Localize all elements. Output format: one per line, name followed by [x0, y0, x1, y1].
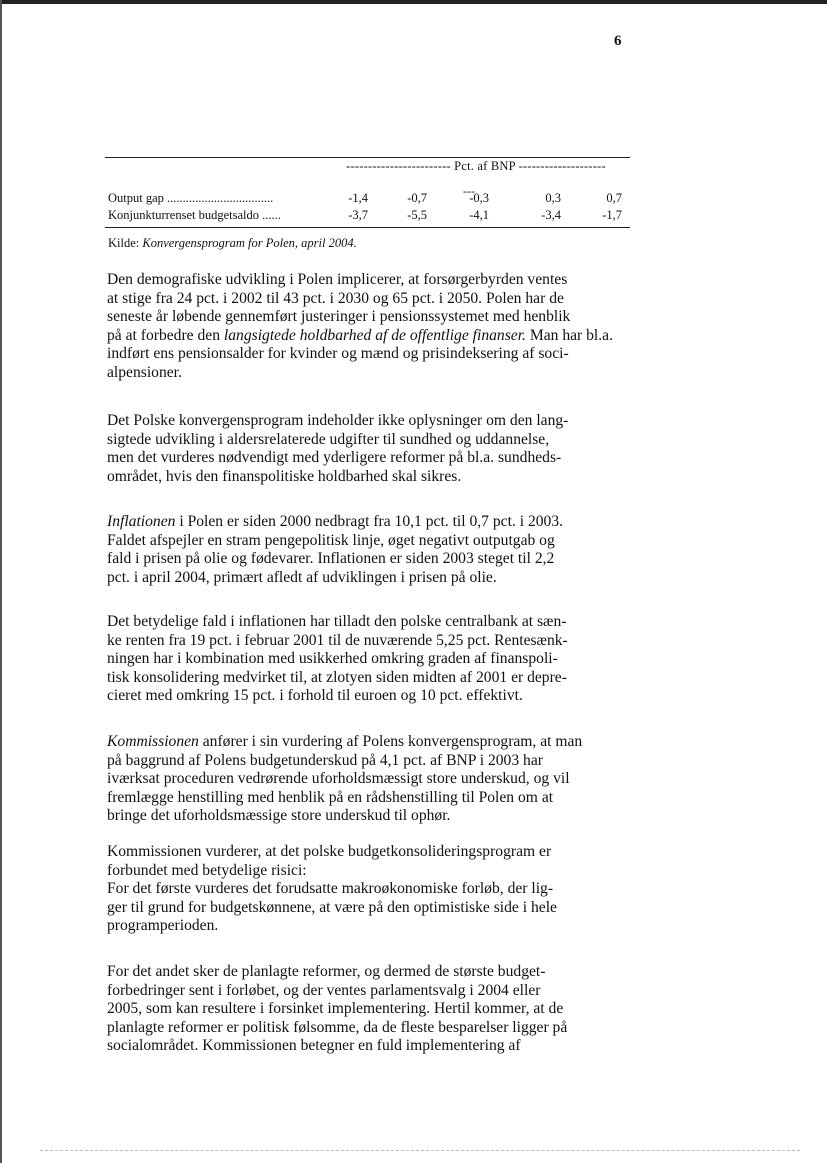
text-line: For det andet sker de planlagte reformer, og dermed de største budget-	[107, 963, 546, 980]
text-line: på baggrund af Polens budgetunderskud på 4,1 pct. af BNP i 2003 har	[107, 751, 543, 769]
table-cell: -5,5	[407, 208, 427, 222]
page-number: 6	[614, 33, 622, 49]
text-fragment: på at forbedre den	[107, 326, 220, 344]
text-line: Den demografiske udvikling i Polen implicerer, at forsørgerbyrden ventes	[107, 271, 568, 288]
text-fragment: anfører i sin vurdering af Polens konvergensprogram, at man	[198, 733, 583, 750]
text-line: fald i prisen på olie og fødevarer. Inflationen er siden 2003 steget til 2,2	[107, 550, 555, 568]
paragraph-kommissionen	[107, 733, 632, 826]
row-label: Konjunkturrenset budgetsaldo ......	[108, 208, 281, 222]
table-top-rule	[105, 157, 630, 158]
table-header-continuation: ---	[463, 184, 475, 198]
emphasis-text: Kommissionen	[107, 733, 199, 750]
text-line: at stige fra 24 pct. i 2002 til 43 pct. i 2030 og 65 pct. i 2050. Polen har de	[107, 289, 564, 307]
data-table	[105, 157, 630, 222]
text-line: Kommissionen vurderer, at det polske budgetkonsolideringsprogram er	[107, 843, 552, 860]
scan-top-edge	[0, 0, 827, 4]
text-line: Faldet afspejler en stram pengepolitisk linje, øget negativt outputgab og	[107, 531, 555, 549]
table-cell: -0,3	[469, 191, 489, 205]
paragraph-inflation	[107, 513, 632, 587]
table-bottom-rule	[105, 227, 630, 228]
emphasis-text: langsigtede holdbarhed af de offentlige finanser.	[223, 326, 526, 344]
source-prefix: Kilde:	[108, 236, 143, 250]
paragraph-konvergensprogram	[107, 412, 632, 486]
text-line: forbundet med betydelige risici:	[107, 861, 307, 879]
table-cell: -1,4	[348, 191, 368, 205]
paragraph-risici	[107, 843, 632, 936]
table-cell: -1,7	[602, 208, 622, 222]
text-line	[107, 327, 632, 346]
table-cell: -4,1	[469, 208, 489, 222]
text-line: indført ens pensionsalder for kvinder og mænd og prisindeksering af soci-	[107, 345, 569, 363]
text-line: fremlægge henstilling med henblik på en rådshenstilling til Polen om at	[107, 788, 554, 806]
table-cell: -0,7	[407, 191, 427, 205]
table-source	[108, 236, 357, 251]
text-line: ger til grund for budgetskønnene, at være på den optimistiske side i hele	[107, 898, 557, 916]
text-fragment: i Polen er siden 2000 nedbragt fra 10,1 pct. til 0,7 pct. i 2003.	[175, 513, 564, 530]
text-line: socialområdet. Kommissionen betegner en fuld implementering af	[107, 1037, 521, 1055]
table-cell: 0,7	[606, 191, 622, 205]
table-row	[105, 191, 630, 207]
text-line: tisk konsolidering medvirket til, at zlotyen siden midten af 2001 er depre-	[107, 668, 567, 686]
table-cell: 0,3	[545, 191, 561, 205]
text-line: pct. i april 2004, primært afledt af udviklingen i prisen på olie.	[107, 568, 497, 586]
text-line: ningen har i kombination med usikkerhed omkring graden af finanspoli-	[107, 650, 558, 668]
emphasis-text: Inflationen	[107, 513, 176, 530]
text-line	[107, 513, 632, 532]
text-line: seneste år løbende gennemført justeringer i pensionssystemet med henblik	[107, 308, 571, 326]
text-line: området, hvis den finanspolitiske holdbarhed skal sikres.	[107, 467, 462, 485]
source-title: Konvergensprogram for Polen, april 2004.	[142, 236, 357, 250]
paragraph-centralbank	[107, 613, 632, 706]
text-line: forbedringer sent i forløbet, og der ventes parlamentsvalg i 2004 eller	[107, 981, 541, 999]
text-line: ke renten fra 19 pct. i februar 2001 til de nuværende 5,25 pct. Rentesænk-	[107, 631, 568, 649]
text-line: planlagte reformer er politisk følsomme, da de fleste besparelser ligger på	[107, 1018, 568, 1036]
text-line	[107, 733, 632, 752]
scan-left-edge	[0, 0, 2, 1163]
table-row	[105, 208, 630, 224]
text-line: cieret med omkring 15 pct. i forhold til euroen og 10 pct. effektivt.	[107, 687, 523, 705]
table-cell: -3,4	[541, 208, 561, 222]
paragraph-reformer	[107, 963, 632, 1056]
text-line: men det vurderes nødvendigt med yderligere reformer på bl.a. sundheds-	[107, 449, 562, 467]
text-line: alpensioner.	[107, 363, 182, 381]
text-line: programperioden.	[107, 917, 219, 935]
paragraph-demografi	[107, 271, 632, 383]
text-line: iværksat proceduren vedrørende uforholdsmæssigt store underskud, og vil	[107, 770, 570, 788]
text-line: Det Polske konvergensprogram indeholder ikke oplysninger om den lang-	[107, 412, 569, 429]
text-line: For det første vurderes det forudsatte makroøkonomiske forløb, der lig-	[107, 880, 554, 898]
text-line: sigtede udvikling i aldersrelaterede udgifter til sundhed og uddannelse,	[107, 430, 550, 448]
text-line: Det betydelige fald i inflationen har tilladt den polske centralbank at sæn-	[107, 613, 567, 630]
scan-bottom-edge	[40, 1150, 800, 1151]
table-cell: -3,7	[348, 208, 368, 222]
text-line: bringe det uforholdsmæssige store underskud til ophør.	[107, 807, 451, 825]
text-fragment: Man har bl.a.	[525, 326, 613, 344]
row-label: Output gap ..................................	[108, 191, 274, 205]
table-header: ------------------------ Pct. af BNP --------------------	[346, 159, 606, 173]
text-line: 2005, som kan resultere i forsinket implementering. Hertil kommer, at de	[107, 1000, 564, 1018]
